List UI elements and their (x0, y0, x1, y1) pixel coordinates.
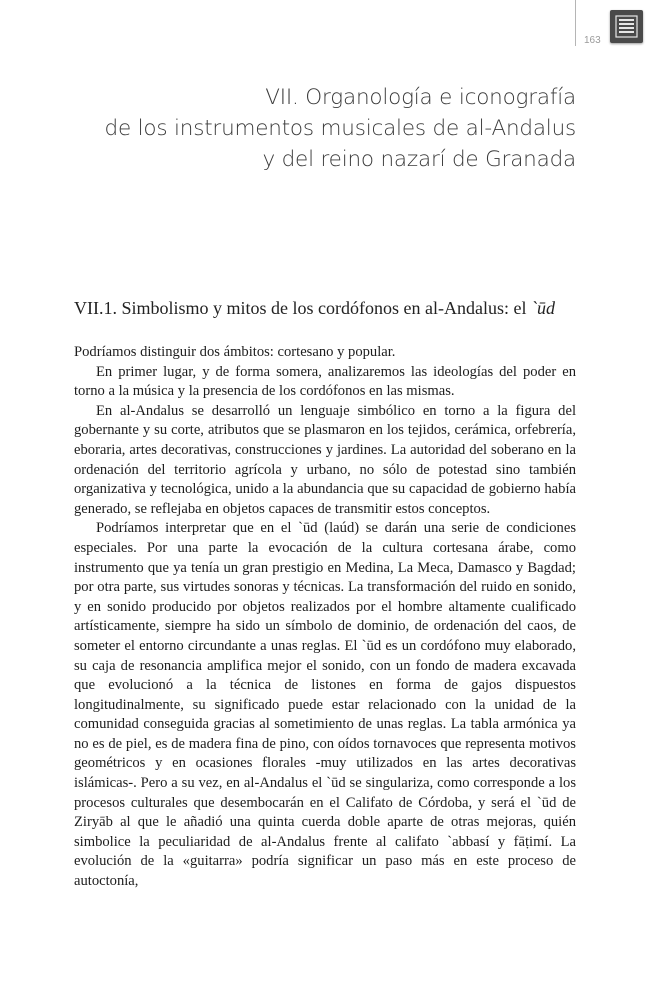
chapter-title-line: y del reino nazarí de Granada (262, 147, 576, 172)
chapter-title-line: de los instrumentos musicales de al-Andalus (104, 116, 576, 141)
body-text (74, 343, 576, 892)
chapter-title (56, 82, 576, 175)
paragraph: Podríamos distinguir dos ámbitos: cortesano y popular. (74, 344, 396, 360)
page-number: 163 (584, 35, 601, 46)
section-heading (74, 298, 555, 319)
section-heading-italic: `ūd (530, 298, 555, 318)
menu-button[interactable] (610, 10, 643, 43)
paragraph: Podríamos interpretar que en el `ūd (laúd) se darán una serie de condiciones especiales. Por una parte la evocación de la cultura cortesana árabe, como instrumento que ya tenía un gran prestigio en Medina, La Meca, Damasco y Bagdad; por otra parte, sus virtudes sonoras y técnicas. La transformación del ruido en sonido, y en sonido producido por objetos realizados por el hombre altamente cualificado artísticamente, siempre ha sido un símbolo de dominio, de ordenación del caos, de someter el entorno circundante a unas reglas. El `ūd es un cordófono muy elaborado, su caja de resonancia amplifica mejor el sonido, con un fondo de madera excavada que evolucionó a la técnica de listones en forma de gajos dispuestos longitudinalmente, su significado puede estar relacionado con la unidad de la comunidad conseguida gracias al sometimiento de unas reglas. La tabla armónica ya no es de piel, es de madera fina de pino, con oídos tornavoces que representa motivos geométricos y en ocasiones florales -muy utilizados en las artes decorativas islámicas-. Pero a su vez, en al-Andalus el `ūd se singulariza, como corresponde a los procesos culturales que desembocarán en el Califato de Córdoba, y será el `ūd de Ziryāb al que le añadió una quinta cuerda doble aparte de otras mejoras, quién simbolice la peculiaridad de al-Andalus frente al califato `abbasí y fāṭimí. La evolución de la «guitarra» podría significar un paso más en este proceso de autoctonía, (74, 520, 576, 890)
chapter-title-line: VII. Organología e iconografía (265, 85, 576, 110)
section-heading-text: VII.1. Simbolismo y mitos de los cordófonos en al-Andalus: el (74, 298, 531, 318)
header-divider-line (575, 0, 576, 46)
paragraph: En al-Andalus se desarrolló un lenguaje simbólico en torno a la figura del gobernante y su corte, atributos que se plasmaron en los tejidos, cerámica, orfebrería, eboraria, artes decorativas, construcciones y jardines. La autoridad del soberano en la ordenación del territorio agrícola y urbano, no sólo de potestad sino también organizativa y tecnológica, unido a la abundancia que su capacidad de gobierno había generado, se reflejaba en objetos capaces de transmitir estos conceptos. (74, 402, 576, 517)
menu-icon (610, 10, 643, 43)
paragraph: En primer lugar, y de forma somera, analizaremos las ideologías del poder en torno a la música y la presencia de los cordófonos en las mismas. (74, 363, 576, 400)
